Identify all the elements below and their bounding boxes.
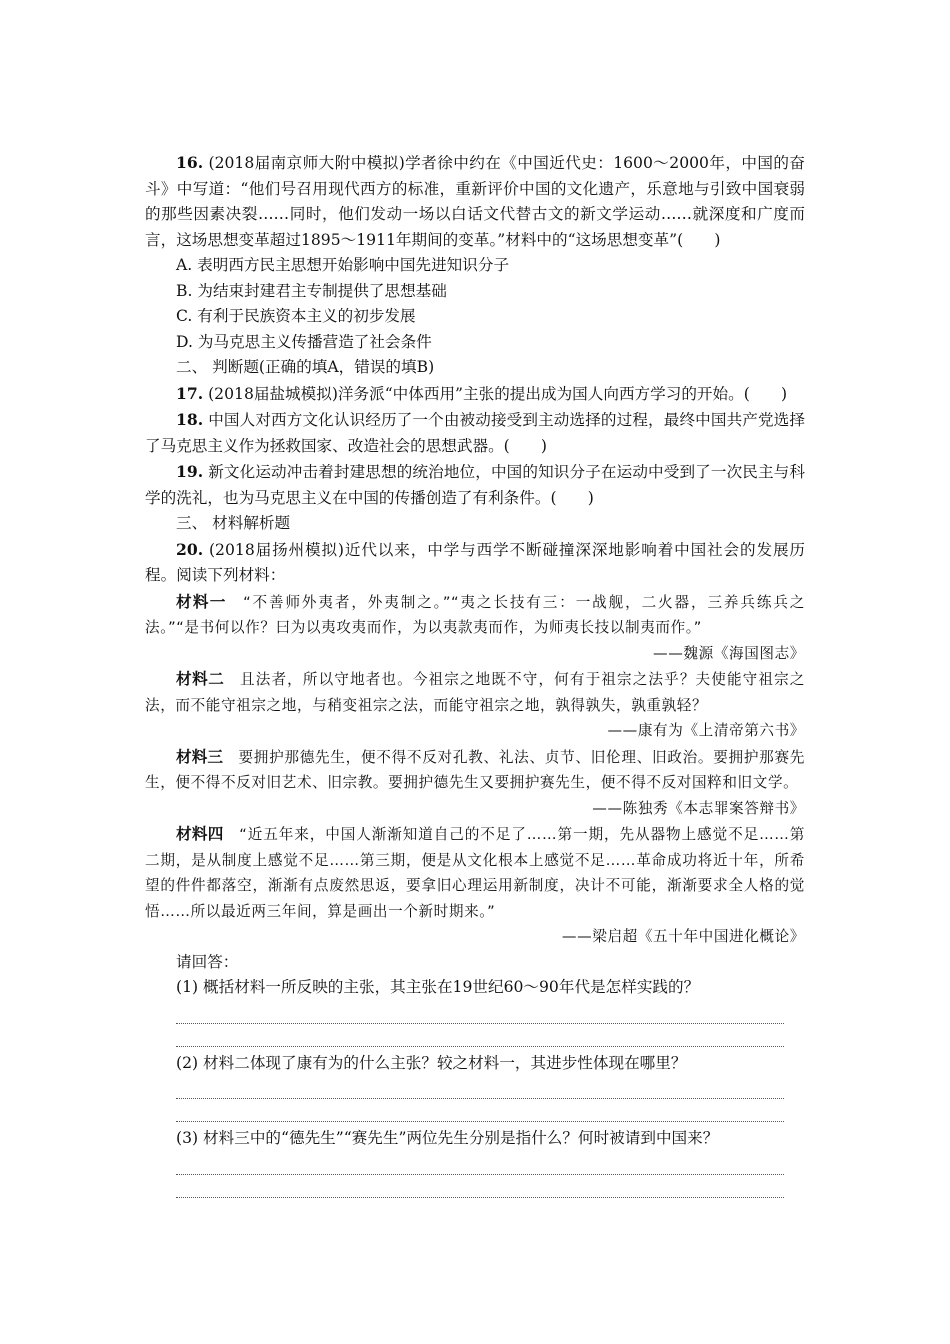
question-19 — [145, 459, 805, 511]
answer-prompt: 请回答： — [176, 952, 239, 971]
question-16 — [145, 150, 805, 253]
sub-question-2: (2) 材料二体现了康有为的什么主张？较之材料一，其进步性体现在哪里？ — [176, 1053, 687, 1072]
sub-question-1: (1) 概括材料一所反映的主张，其主张在19世纪60～90年代是怎样实践的？ — [176, 978, 700, 996]
question-text: 中国人对西方文化认识经历了一个由被动接受到主动选择的过程，最终中国共产党选择了马克思主义作为拯救国家、改造社会的思想武器。( ) — [145, 411, 805, 455]
material-source: ——康有为《上清帝第六书》 — [607, 722, 805, 739]
worksheet-page — [145, 150, 805, 1198]
question-number: 19. — [176, 462, 204, 481]
material-label: 材料二 — [176, 669, 225, 688]
option-a: A. 表明西方民主思想开始影响中国先进知识分子 — [176, 256, 510, 274]
answer-line[interactable] — [176, 1099, 784, 1122]
question-20 — [145, 537, 805, 589]
material-text: 且法者，所以守地者也。今祖宗之地既不守，何有于祖宗之法乎？夫使能守祖宗之法，而不能守祖宗之地，与稍变祖宗之法，而能守祖宗之地，孰得孰失，孰重孰轻？ — [145, 671, 805, 714]
sub-question-3: (3) 材料三中的“德先生”“赛先生”两位先生分别是指什么？何时被请到中国来？ — [176, 1129, 719, 1147]
material-label: 材料一 — [176, 591, 227, 611]
material-text: “不善师外夷者，外夷制之。”“夷之长技有三：一战舰，二火器，三养兵练兵之法。”“是书何以作？曰为以夷攻夷而作，为以夷款夷而作，为师夷长技以制夷而作。” — [145, 593, 805, 636]
option-c: C. 有利于民族资本主义的初步发展 — [176, 307, 416, 325]
question-text: (2018届盐城模拟)洋务派“中体西用”主张的提出成为国人向西方学习的开始。( ) — [203, 384, 788, 403]
answer-line[interactable] — [176, 1024, 784, 1047]
material-text: “近五年来，中国人渐渐知道自己的不足了……第一期，先从器物上感觉不足……第二期，是从制度上感觉不足……第三期，便是从文化根本上感觉不足……革命成功将近十年，所希望的件件都落空，渐渐有点废然思返，要拿旧心理运用新制度，决计不可能，渐渐要求全人格的觉悟……所以最近两三年间，算是画出一个新时期来。” — [145, 826, 805, 920]
section-heading-material: 三、 材料解析题 — [176, 514, 291, 532]
question-number: 20. — [176, 539, 204, 559]
material-3 — [145, 744, 805, 796]
question-text: (2018届扬州模拟)近代以来，中学与西学不断碰撞深深地影响着中国社会的发展历程。阅读下列材料： — [145, 540, 805, 584]
material-1 — [145, 589, 805, 641]
option-d: D. 为马克思主义传播营造了社会条件 — [176, 332, 432, 351]
question-number: 17. — [176, 383, 204, 403]
material-4 — [145, 821, 805, 924]
question-number: 18. — [176, 410, 204, 429]
question-18 — [145, 407, 805, 459]
material-text: 要拥护那德先生，便不得不反对孔教、礼法、贞节、旧伦理、旧政治。要拥护那赛先生，便不得不反对旧艺术、旧宗教。要拥护德先生又要拥护赛先生，便不得不反对国粹和旧文学。 — [145, 748, 805, 791]
question-number: 16. — [176, 153, 204, 172]
answer-line[interactable] — [176, 1175, 784, 1198]
option-b: B. 为结束封建君主专制提供了思想基础 — [176, 281, 447, 300]
question-text: (2018届南京师大附中模拟)学者徐中约在《中国近代史：1600～2000年，中国的奋斗》中写道：“他们号召用现代西方的标准，重新评价中国的文化遗产，乐意地与引致中国衰弱的那些因素决裂……同时，他们发动一场以白话文代替古文的新文学运动……就深度和广度而言，这场思想变革超过1895～1911年期间的变革。”材料中的“这场思想变革”( ) — [145, 154, 805, 249]
material-label: 材料三 — [176, 746, 224, 766]
material-label: 材料四 — [176, 824, 224, 843]
material-source: ——魏源《海国图志》 — [653, 644, 805, 662]
answer-line[interactable] — [176, 1152, 784, 1175]
question-text: 新文化运动冲击着封建思想的统治地位，中国的知识分子在运动中受到了一次民主与科学的洗礼，也为马克思主义在中国的传播创造了有利条件。( ) — [145, 463, 805, 507]
material-source: ——陈独秀《本志罪案答辩书》 — [592, 799, 805, 817]
answer-line[interactable] — [176, 1076, 784, 1099]
section-heading-judgement: 二、 判断题(正确的填A，错误的填B) — [176, 358, 435, 376]
answer-line[interactable] — [176, 1001, 784, 1024]
question-17 — [145, 381, 805, 408]
material-2 — [145, 666, 805, 718]
material-source: ——梁启超《五十年中国进化概论》 — [561, 928, 805, 945]
